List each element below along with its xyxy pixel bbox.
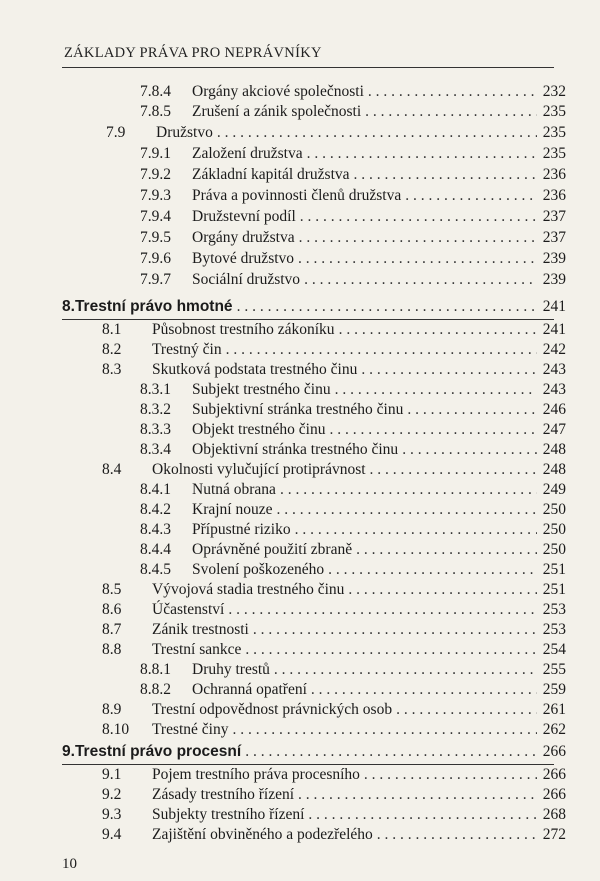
toc-title: Pojem trestního práva procesního xyxy=(152,766,360,783)
toc-number: 7.9.1 xyxy=(140,145,171,162)
toc-entry xyxy=(106,123,566,143)
toc-page: 243 xyxy=(542,361,566,378)
toc-number: 8.4.3 xyxy=(140,521,171,538)
toc-title: Druhy trestů xyxy=(192,661,270,678)
toc-entry xyxy=(140,440,566,460)
toc-entry xyxy=(140,249,566,269)
dot-leader xyxy=(308,805,536,825)
dot-leader xyxy=(253,620,537,640)
toc-number: 8.4.1 xyxy=(140,481,171,498)
toc-entry xyxy=(140,82,566,102)
dot-leader xyxy=(328,560,537,580)
toc-title: Trestný čin xyxy=(152,341,222,358)
toc-entry xyxy=(140,228,566,248)
toc-page: 236 xyxy=(542,166,566,183)
toc-entry xyxy=(140,165,566,185)
toc-title: Svolení poškozeného xyxy=(192,561,325,578)
toc-entry xyxy=(102,320,566,340)
toc-entry xyxy=(140,400,566,420)
dot-leader xyxy=(304,270,537,290)
toc-number: 8.6 xyxy=(102,601,122,618)
toc-number: 8.3 xyxy=(102,361,122,378)
toc-page: 249 xyxy=(542,481,566,498)
toc-title: Zánik trestnosti xyxy=(152,621,249,638)
toc-page: 235 xyxy=(542,103,566,120)
dot-leader xyxy=(307,144,537,164)
toc-title: Subjekty trestního řízení xyxy=(152,806,305,823)
toc-entry xyxy=(140,207,566,227)
toc-entry xyxy=(102,805,566,825)
dot-leader xyxy=(280,480,537,500)
toc-title: Bytové družstvo xyxy=(192,250,295,267)
toc-number: 8.3.3 xyxy=(140,421,171,438)
toc-page: 248 xyxy=(542,461,566,478)
toc-number: 9.1 xyxy=(102,766,122,783)
dot-leader xyxy=(339,320,537,340)
toc-number: 9.4 xyxy=(102,826,122,843)
dot-leader xyxy=(370,460,537,480)
dot-leader xyxy=(361,360,536,380)
toc-title: Objektivní stránka trestného činu xyxy=(192,441,399,458)
dot-leader xyxy=(233,720,537,740)
toc-entry xyxy=(140,186,566,206)
toc-number: 7.9.7 xyxy=(140,271,171,288)
toc-chapter xyxy=(62,297,566,317)
toc-number: 7.9.3 xyxy=(140,187,171,204)
toc-page: 243 xyxy=(542,381,566,398)
toc-number: 8.9 xyxy=(102,701,122,718)
toc-entry xyxy=(102,460,566,480)
toc-page: 239 xyxy=(542,250,566,267)
dot-leader xyxy=(245,640,536,660)
toc-title: Krajní nouze xyxy=(192,501,273,518)
toc-number: 7.9.2 xyxy=(140,166,171,183)
toc-number: 8.4.5 xyxy=(140,561,171,578)
toc-chapter xyxy=(62,742,566,762)
toc-page: 247 xyxy=(542,421,566,438)
toc-page: 246 xyxy=(542,401,566,418)
dot-leader xyxy=(405,186,537,206)
toc-number: 7.9.5 xyxy=(140,229,171,246)
toc-title: Působnost trestního zákoníku xyxy=(152,321,335,338)
dot-leader xyxy=(368,82,537,102)
dot-leader xyxy=(245,742,537,762)
toc-entry xyxy=(102,580,566,600)
dot-leader xyxy=(365,102,537,122)
toc-page: 248 xyxy=(542,441,566,458)
toc-title: Přípustné riziko xyxy=(192,521,291,538)
toc-page: 266 xyxy=(542,766,566,783)
toc-page: 254 xyxy=(542,641,566,658)
toc-page: 242 xyxy=(542,341,566,358)
dot-leader xyxy=(329,420,536,440)
toc-page: 235 xyxy=(542,145,566,162)
toc-page: 250 xyxy=(542,521,566,538)
toc-number: 8.4 xyxy=(102,461,122,478)
dot-leader xyxy=(348,580,536,600)
toc-page: 237 xyxy=(542,229,566,246)
toc-title: Ochranná opatření xyxy=(192,681,307,698)
toc-title: Práva a povinnosti členů družstva xyxy=(192,187,402,204)
toc-entry xyxy=(140,520,566,540)
toc-entry xyxy=(140,380,566,400)
toc-title: Orgány družstva xyxy=(192,229,295,246)
dot-leader xyxy=(300,207,537,227)
toc-title: Vývojová stadia trestného činu xyxy=(152,581,345,598)
dot-leader xyxy=(335,380,537,400)
toc-page: 272 xyxy=(542,826,566,843)
toc-title: Trestní právo procesní xyxy=(74,743,242,760)
toc-title: Skutková podstata trestného činu xyxy=(152,361,358,378)
dot-leader xyxy=(377,825,537,845)
toc-page: 255 xyxy=(542,661,566,678)
toc-entry xyxy=(102,720,566,740)
toc-number: 8.2 xyxy=(102,341,122,358)
toc-number: 7.8.4 xyxy=(140,83,171,100)
dot-leader xyxy=(228,600,536,620)
toc-number: 8.8.1 xyxy=(140,661,171,678)
toc-entry xyxy=(102,340,566,360)
toc-page: 237 xyxy=(542,208,566,225)
dot-leader xyxy=(274,660,537,680)
toc-page: 262 xyxy=(542,721,566,738)
toc-number: 7.9 xyxy=(106,124,126,141)
dot-leader xyxy=(311,680,537,700)
toc-number: 8.5 xyxy=(102,581,122,598)
toc-number: 8. xyxy=(62,298,75,315)
toc-page: 268 xyxy=(542,806,566,823)
toc-title: Trestní odpovědnost právnických osob xyxy=(152,701,393,718)
dot-leader xyxy=(217,123,537,143)
dot-leader xyxy=(396,700,537,720)
toc-title: Nutná obrana xyxy=(192,481,276,498)
dot-leader xyxy=(354,165,537,185)
toc-number: 8.4.2 xyxy=(140,501,171,518)
toc-title: Sociální družstvo xyxy=(192,271,301,288)
toc-title: Trestní právo hmotné xyxy=(74,298,233,315)
toc-page: 239 xyxy=(542,271,566,288)
dot-leader xyxy=(407,400,536,420)
toc-entry xyxy=(102,640,566,660)
toc-entry xyxy=(102,600,566,620)
toc-number: 7.9.4 xyxy=(140,208,171,225)
toc-page: 236 xyxy=(542,187,566,204)
toc-entry xyxy=(140,102,566,122)
toc-number: 8.4.4 xyxy=(140,541,171,558)
toc-number: 9. xyxy=(62,743,75,760)
toc-title: Subjektivní stránka trestného činu xyxy=(192,401,404,418)
dot-leader xyxy=(298,249,537,269)
toc-title: Družstevní podíl xyxy=(192,208,296,225)
toc-page: 251 xyxy=(542,561,566,578)
toc-page: 266 xyxy=(542,743,566,760)
toc-entry xyxy=(102,360,566,380)
toc-entry xyxy=(102,620,566,640)
toc-number: 8.8 xyxy=(102,641,122,658)
dot-leader xyxy=(299,228,537,248)
toc-page: 251 xyxy=(542,581,566,598)
toc-entry xyxy=(140,680,566,700)
toc-page: 232 xyxy=(542,83,566,100)
toc-title: Zásady trestního řízení xyxy=(152,786,295,803)
toc-page: 250 xyxy=(542,501,566,518)
toc-entry xyxy=(102,785,566,805)
running-header: ZÁKLADY PRÁVA PRO NEPRÁVNÍKY xyxy=(64,45,322,61)
toc-page: 235 xyxy=(542,124,566,141)
toc-page: 253 xyxy=(542,621,566,638)
toc-title: Oprávněné použití zbraně xyxy=(192,541,353,558)
toc-title: Objekt trestného činu xyxy=(192,421,326,438)
toc-page: 241 xyxy=(542,298,566,315)
dot-leader xyxy=(356,540,537,560)
toc-entry xyxy=(140,420,566,440)
dot-leader xyxy=(226,340,537,360)
toc-page: 253 xyxy=(542,601,566,618)
toc-number: 9.2 xyxy=(102,786,122,803)
toc-page: 241 xyxy=(542,321,566,338)
page-number: 10 xyxy=(62,856,77,872)
toc-number: 8.3.1 xyxy=(140,381,171,398)
toc-number: 7.8.5 xyxy=(140,103,171,120)
toc-number: 9.3 xyxy=(102,806,122,823)
toc-entry xyxy=(140,480,566,500)
toc-number: 8.8.2 xyxy=(140,681,171,698)
dot-leader xyxy=(295,520,537,540)
toc-title: Trestné činy xyxy=(152,721,229,738)
toc-entry xyxy=(140,500,566,520)
toc-title: Subjekt trestného činu xyxy=(192,381,331,398)
toc-number: 8.3.2 xyxy=(140,401,171,418)
toc-title: Zajištění obviněného a podezřelého xyxy=(152,826,373,843)
toc-page: 261 xyxy=(542,701,566,718)
toc-title: Okolnosti vylučující protiprávnost xyxy=(152,461,366,478)
toc-title: Orgány akciové společnosti xyxy=(192,83,364,100)
toc-entry xyxy=(102,700,566,720)
toc-page: 250 xyxy=(542,541,566,558)
toc-page: 266 xyxy=(542,786,566,803)
dot-leader xyxy=(402,440,537,460)
toc-title: Základní kapitál družstva xyxy=(192,166,350,183)
toc-number: 7.9.6 xyxy=(140,250,171,267)
dot-leader xyxy=(237,297,537,317)
dot-leader xyxy=(298,785,537,805)
toc-entry xyxy=(140,144,566,164)
toc-number: 8.10 xyxy=(102,721,130,738)
toc-title: Trestní sankce xyxy=(152,641,242,658)
header-rule xyxy=(62,67,554,68)
toc-title: Zrušení a zánik společnosti xyxy=(192,103,362,120)
toc-title: Účastenství xyxy=(152,601,225,618)
toc-number: 8.3.4 xyxy=(140,441,171,458)
toc-entry xyxy=(102,765,566,785)
toc-entry xyxy=(140,660,566,680)
dot-leader xyxy=(276,500,536,520)
toc-entry xyxy=(140,270,566,290)
toc-number: 8.7 xyxy=(102,621,122,638)
toc-number: 8.1 xyxy=(102,321,122,338)
toc-entry xyxy=(140,560,566,580)
toc-title: Založení družstva xyxy=(192,145,303,162)
dot-leader xyxy=(364,765,537,785)
toc-title: Družstvo xyxy=(156,124,213,141)
toc-entry xyxy=(140,540,566,560)
toc-entry xyxy=(102,825,566,845)
toc-page: 259 xyxy=(542,681,566,698)
